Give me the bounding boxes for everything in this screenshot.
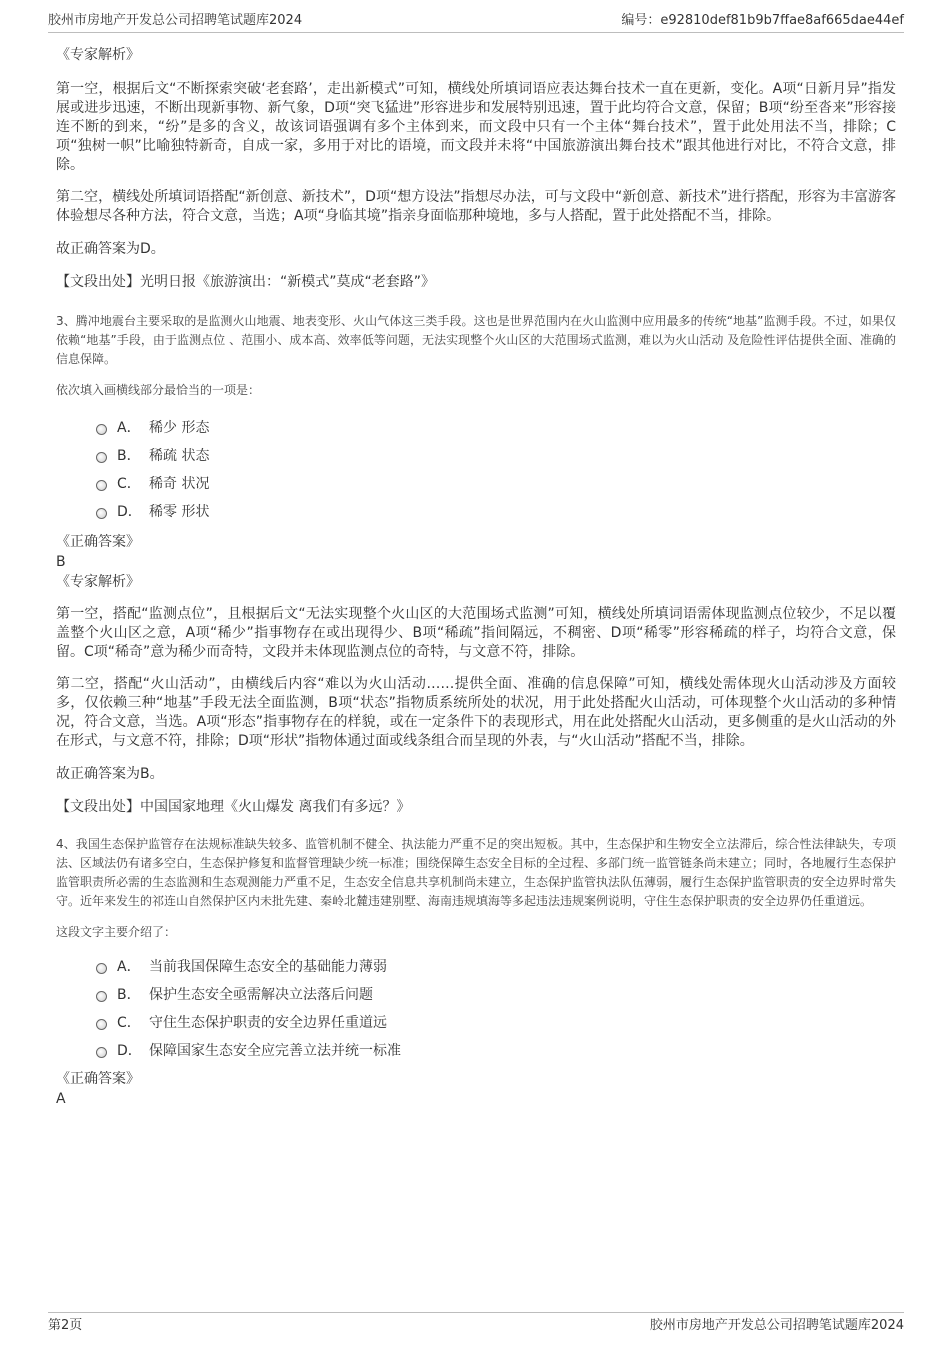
expert-analysis-label: 《专家解析》 — [56, 47, 140, 63]
source-citation: 【文段出处】中国国家地理《火山爆发 离我们有多远？》 — [56, 799, 411, 815]
option-text: 保护生态安全亟需解决立法落后问题 — [149, 987, 373, 1003]
page-header — [48, 10, 904, 33]
source-citation: 【文段出处】光明日报《旅游演出：“新模式”莫成“老套路”》 — [56, 274, 436, 290]
option-list — [96, 952, 896, 1064]
analysis-paragraph: 第一空，搭配“监测点位”，且根据后文“无法实现整个火山区的大范围场式监测”可知，横线处所填词语需体现监测点位较少，不足以覆盖整个火山区之意，A项“稀少”指事物存在或出现得少、B项“稀疏”指间隔远，不稠密、D项“稀零”形容稀疏的样子，均符合文意，保留。C项“稀奇”意为稀少而奇特，文段并未体现监测点位的奇特，与文意不符，排除。 — [56, 606, 896, 660]
question-prompt: 这段文字主要介绍了： — [56, 925, 177, 939]
option-letter: B． — [117, 987, 141, 1003]
option-text: 当前我国保障生态安全的基础能力薄弱 — [149, 959, 387, 975]
option-letter: D． — [117, 504, 142, 520]
option-letter: A． — [117, 959, 141, 975]
option-letter: C． — [117, 1015, 141, 1031]
option-letter: A． — [117, 420, 141, 436]
option-d[interactable] — [96, 1036, 896, 1064]
option-b[interactable] — [96, 980, 896, 1008]
radio-button-icon[interactable] — [96, 1019, 107, 1030]
radio-button-icon[interactable] — [96, 991, 107, 1002]
option-a[interactable] — [96, 952, 896, 980]
radio-button-icon[interactable] — [96, 452, 107, 463]
question-text: 3、腾冲地震台主要采取的是监测火山地震、地表变形、火山气体这三类手段。这也是世界范围内在火山监测中应用最多的传统“地基”监测手段。不过，如果仅依赖“地基”手段，由于监测点位 、范围小、成本高、效率低等问题，无法实现整个火山区的大范围场式监测，难以为火山活动 及危险性评估提供全面、准确的信息保障。 — [56, 314, 896, 366]
radio-button-icon[interactable] — [96, 963, 107, 974]
analysis-paragraph: 第二空，搭配“火山活动”，由横线后内容“难以为火山活动……提供全面、准确的信息保障”可知，横线处需体现火山活动涉及方面较多，仅依赖三种“地基”手段无法全面监测，B项“状态”指物质系统所处的状况，用于此处搭配火山活动，可体现整个火山活动的多种情况，符合文意，当选。A项“形态”指事物存在的样貌，或在一定条件下的表现形式，用在此处搭配火山活动，更多侧重的是火山活动的外在形式，与文意不符，排除；D项“形状”指物体通过面或线条组合而呈现的外表，与“火山活动”搭配不当，排除。 — [56, 676, 896, 749]
correct-answer: A — [56, 1091, 66, 1107]
option-list — [96, 413, 896, 525]
option-d[interactable] — [96, 497, 896, 525]
radio-button-icon[interactable] — [96, 480, 107, 491]
page-number: 第2页 — [48, 1318, 83, 1333]
document-content — [56, 44, 896, 1108]
analysis-conclusion: 故正确答案为B。 — [56, 766, 164, 782]
analysis-paragraph: 第一空，根据后文“不断探索突破‘老套路’，走出新模式”可知，横线处所填词语应表达舞台技术一直在更新，变化。A项“日新月异”指发展或进步迅速，不断出现新事物、新气象，D项“突飞猛进”形容进步和发展特别迅速，置于此均符合文意，保留；B项“纷至沓来”形容接连不断的到来，“纷”是多的含义，故该词语强调有多个主体到来，而文段中只有一个主体“舞台技术”，置于此处用法不当，排除；C项“独树一帜”比喻独特新奇，自成一家，多用于对比的语境，而文段并未将“中国旅游演出舞台技术”跟其他进行对比，不符合文意，排除。 — [56, 81, 896, 173]
footer-title: 胶州市房地产开发总公司招聘笔试题库2024 — [649, 1318, 904, 1333]
correct-answer-label: 《正确答案》 — [56, 534, 140, 550]
option-c[interactable] — [96, 1008, 896, 1036]
correct-answer-label: 《正确答案》 — [56, 1071, 140, 1087]
option-text: 稀奇 状况 — [149, 476, 210, 492]
option-text: 稀疏 状态 — [149, 448, 210, 464]
radio-button-icon[interactable] — [96, 508, 107, 519]
option-a[interactable] — [96, 413, 896, 441]
expert-analysis-label: 《专家解析》 — [56, 574, 140, 590]
question-prompt: 依次填入画横线部分最恰当的一项是： — [56, 383, 261, 397]
page-footer — [48, 1312, 904, 1335]
option-text: 稀少 形态 — [149, 420, 210, 436]
question-text: 4、我国生态保护监管存在法规标准缺失较多、监管机制不健全、执法能力严重不足的突出短板。其中，生态保护和生物安全立法滞后，综合性法律缺失，专项法、区域法仍有诸多空白，生态保护修复和监督管理缺少统一标准；围绕保障生态安全目标的全过程、多部门统一监管链条尚未建立；同时，各地履行生态保护监管职责所必需的生态监测和生态观测能力严重不足，生态安全信息共享机制尚未建立，生态保护监管执法队伍薄弱，履行生态保护监管职责的安全边界时常失守。近年来发生的祁连山自然保护区内未批先建、秦岭北麓违建别墅、海南违规填海等多起违法违规案例说明，守住生态保护职责的安全边界仍任重道远。 — [56, 837, 897, 908]
analysis-paragraph: 第二空，横线处所填词语搭配“新创意、新技术”，D项“想方设法”指想尽办法，可与文段中“新创意、新技术”进行搭配，形容为丰富游客体验想尽各种方法，符合文意，当选；A项“身临其境”指亲身面临那种境地，多与人搭配，置于此处搭配不当，排除。 — [56, 189, 896, 224]
header-title: 胶州市房地产开发总公司招聘笔试题库2024 — [48, 13, 303, 28]
option-c[interactable] — [96, 469, 896, 497]
option-letter: C． — [117, 476, 141, 492]
option-b[interactable] — [96, 441, 896, 469]
option-letter: D． — [117, 1043, 142, 1059]
correct-answer: B — [56, 554, 66, 570]
option-letter: B． — [117, 448, 141, 464]
radio-button-icon[interactable] — [96, 424, 107, 435]
analysis-conclusion: 故正确答案为D。 — [56, 241, 165, 257]
header-serial: 编号：e92810def81b9b7ffae8af665dae44ef — [621, 13, 904, 28]
option-text: 保障国家生态安全应完善立法并统一标准 — [149, 1043, 401, 1059]
radio-button-icon[interactable] — [96, 1047, 107, 1058]
option-text: 守住生态保护职责的安全边界任重道远 — [149, 1015, 387, 1031]
option-text: 稀零 形状 — [149, 504, 210, 520]
